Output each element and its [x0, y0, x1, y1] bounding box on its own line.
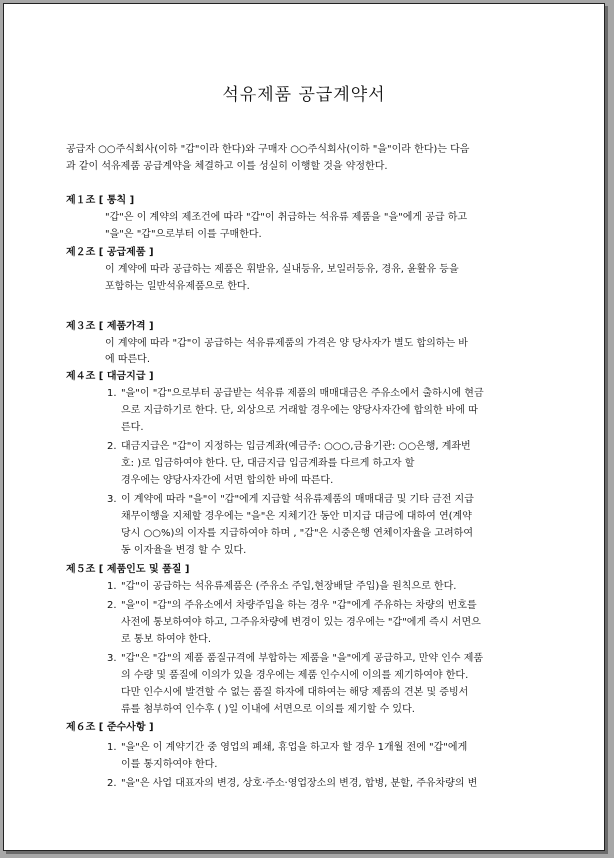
item-number: 1.: [107, 742, 117, 753]
article-heading: 제６조 [ 준수사항 ]: [66, 722, 154, 733]
item-number: 2.: [107, 778, 117, 789]
item-number: 3.: [107, 494, 117, 505]
item-line: 이 계약에 따라 "을"이 "갑"에게 지급할 석유류제품의 매매대금 및 기타 금전 지급: [121, 494, 474, 505]
item-line: 동 이자율을 변경 할 수 있다.: [121, 545, 247, 556]
document-title: 석유제품 공급계약서: [222, 85, 386, 105]
item-line: 으로 지급하기로 한다. 단, 외상으로 거래할 경우에는 양당사자간에 합의한 바에 따: [121, 405, 478, 416]
item-line: 다만 인수시에 발견할 수 없는 품질 하자에 대하여는 해당 제품의 견본 및 증빙서: [121, 687, 469, 698]
item-number: 1.: [107, 388, 117, 399]
item-number: 2.: [107, 441, 117, 452]
article-heading: 제４조 [ 대금지급 ]: [66, 371, 154, 382]
item-number: 1.: [107, 581, 117, 592]
intro-line: 공급자 ○○주식회사(이하 "갑"이라 한다)와 구매자 ○○주식회사(이하 "을"이라 한다)는 다음: [66, 144, 470, 155]
item-line: 당시 ○○%)의 이자를 지급하여야 하며 , "갑"은 시중은행 연체이자율을 고려하여: [121, 528, 473, 539]
item-line: "을"은 사업 대표자의 변경, 상호·주소·영업장소의 변경, 합병, 분할, 주유차량의 변: [121, 778, 478, 789]
item-line: 호: )로 입금하여야 한다. 단, 대금지급 입금계좌를 다르게 하고자 할: [121, 458, 415, 469]
item-line: 사전에 통보하여야 하고, 그주유차량에 변경이 있는 경우에는 "갑"에게 즉시 서면으: [121, 617, 481, 628]
article-heading: 제３조 [ 제품가격 ]: [66, 321, 154, 332]
article-line: 이 계약에 따라 공급하는 제품은 휘발유, 실내등유, 보일러등유, 경유, 윤활유 등을: [105, 264, 459, 275]
item-line: 류를 첨부하여 인수후 ( )일 이내에 서면으로 이의를 제기할 수 있다.: [121, 704, 415, 715]
article-line: "을"은 "갑"으로부터 이를 구매한다.: [105, 229, 262, 240]
article-heading: 제１조 [ 통칙 ]: [66, 195, 135, 206]
item-number: 3.: [107, 653, 117, 664]
article-line: 포함하는 일반석유제품으로 한다.: [105, 281, 250, 292]
intro-line: 과 같이 석유제품 공급계약을 체결하고 이를 성실히 이행할 것을 약정한다.: [66, 161, 388, 172]
item-line: 경우에는 양당사자간에 서면 합의한 바에 따른다.: [121, 475, 334, 486]
item-number: 2.: [107, 600, 117, 611]
item-line: 른다.: [121, 422, 144, 433]
item-line: 대금지급은 "갑"이 지정하는 입금계좌(예금주: ○○○,금융기관: ○○은행, 계좌번: [121, 441, 471, 452]
article-line: "갑"은 이 계약의 제조건에 따라 "갑"이 취급하는 석유류 제품을 "을"에게 공급 하고: [105, 212, 468, 223]
item-line: "갑"이 공급하는 석유류제품은 (주유소 주입,현장배달 주입)을 원칙으로 한다.: [121, 581, 457, 592]
article-heading: 제５조 [ 제품인도 및 품질 ]: [66, 564, 190, 575]
item-line: 로 통보 하여야 한다.: [121, 634, 211, 645]
article-heading: 제２조 [ 공급제품 ]: [66, 247, 154, 258]
item-line: 채무이행을 지체할 경우에는 "을"은 지체기간 동안 미지급 대금에 대하여 연(계약: [121, 511, 472, 522]
item-line: "을"은 이 계약기간 중 영업의 폐쇄, 휴업을 하고자 할 경우 1개월 전에 "갑"에게: [121, 742, 468, 753]
article-line: 에 따른다.: [105, 354, 150, 365]
item-line: "을"이 "갑"으로부터 공급받는 석유류 제품의 매매대금은 주유소에서 출하시에 현금: [121, 388, 484, 399]
item-line: "갑"은 "갑"의 제품 품질규격에 부합하는 제품을 "을"에게 공급하고, 만약 인수 제품: [121, 653, 484, 664]
article-line: 이 계약에 따라 "갑"이 공급하는 석유류제품의 가격은 양 당사자가 별도 합의하는 바: [105, 338, 468, 349]
item-line: 의 수량 및 품질에 이의가 있을 경우에는 제품 인수시에 이의를 제기하여야 한다.: [121, 670, 469, 681]
item-line: 이를 통지하여야 한다.: [121, 759, 218, 770]
document-page: [3, 3, 605, 851]
item-line: "을"이 "갑"의 주유소에서 차량주입을 하는 경우 "갑"에게 주유하는 차량의 번호를: [121, 600, 477, 611]
